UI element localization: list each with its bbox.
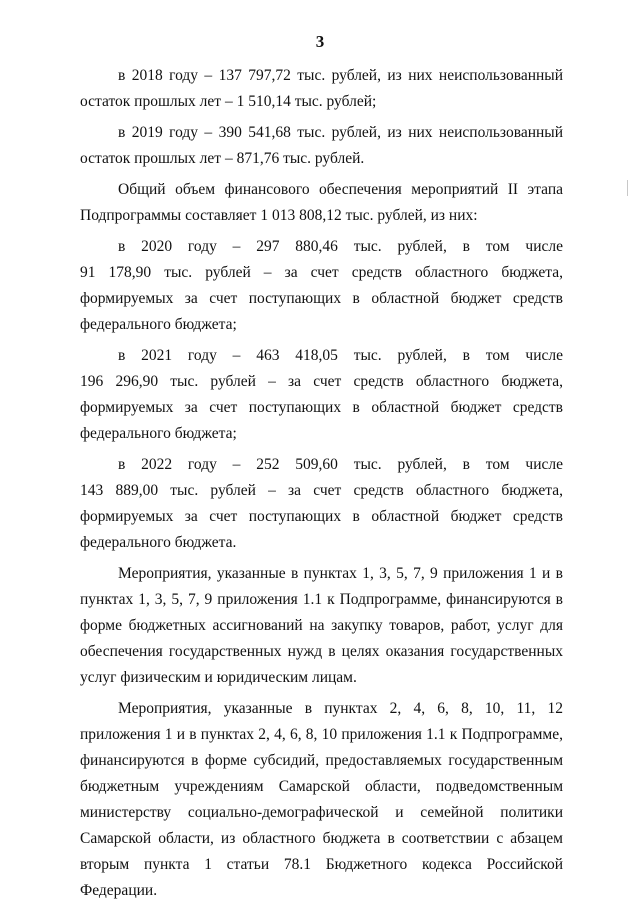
page-number: 3: [315, 32, 325, 51]
paragraph-2021-first-line: в 2021 году – 463 418,05 тыс. рублей, в том числе: [118, 347, 563, 364]
paragraph-2022-first-line: в 2022 году – 252 509,60 тыс. рублей, в том числе: [118, 456, 563, 473]
paragraph-2018: в 2018 году – 137 797,72 тыс. рублей, из них неиспользованный остаток прошлых лет – 1 510,14 тыс. рублей;: [80, 67, 563, 110]
paragraph-2020-continuation: 91 178,90 тыс. рублей – за счет средств областного бюджета, формируемых за счет поступающих в областной бюджет средств федерального бюджета;: [80, 264, 563, 333]
paragraph-2020-first-line: в 2020 году – 297 880,46 тыс. рублей, в том числе: [118, 238, 563, 255]
paragraph-measures-subsidies: Мероприятия, указанные в пунктах 2, 4, 6, 8, 10, 11, 12 приложения 1 и в пунктах 2, 4, 6, 8, 10 приложения 1.1 к Подпрограмме, финансируются в форме субсидий, предоставляемых государственным бюджетным учреждениям Самарской области, подведомственным министерству социально-демографической и семейной политики Самарской области, из областного бюджета в соответствии с абзацем вторым пункта 1 статьи 78.1 Бюджетного кодекса Российской Федерации.: [80, 700, 563, 899]
scan-margin-mark: [627, 180, 628, 196]
paragraph-2022: [80, 452, 563, 556]
paragraph-2021: [80, 343, 563, 447]
paragraph-measures-procurement: Мероприятия, указанные в пунктах 1, 3, 5, 7, 9 приложения 1 и в пунктах 1, 3, 5, 7, 9 приложения 1.1 к Подпрограмме, финансируются в форме бюджетных ассигнований на закупку товаров, работ, услуг для обеспечения государственных нужд в целях оказания государственных услуг физическим и юридическим лицам.: [80, 565, 563, 686]
paragraph-2021-continuation: 196 296,90 тыс. рублей – за счет средств областного бюджета, формируемых за счет поступающих в областной бюджет средств федерального бюджета;: [80, 373, 563, 442]
paragraph-2020: [80, 234, 563, 338]
paragraph-2022-continuation: 143 889,00 тыс. рублей – за счет средств областного бюджета, формируемых за счет поступающих в областной бюджет средств федерального бюджета.: [80, 482, 563, 551]
paragraph-total-funding: Общий объем финансового обеспечения мероприятий II этапа Подпрограммы составляет 1 013 808,12 тыс. рублей, из них:: [80, 181, 563, 224]
document-body: [80, 63, 563, 904]
paragraph-2019: в 2019 году – 390 541,68 тыс. рублей, из них неиспользованный остаток прошлых лет – 871,76 тыс. рублей.: [80, 124, 563, 167]
